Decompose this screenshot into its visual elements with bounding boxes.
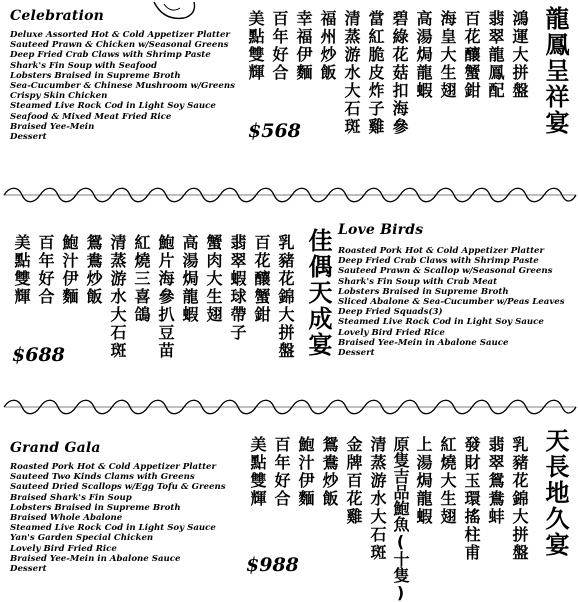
menu-items-lovebirds	[338, 246, 565, 358]
celebration-section	[0, 0, 578, 180]
list-item: Lobsters Braised in Supreme Broth	[10, 70, 181, 81]
chinese-item: 清蒸游水大石斑	[368, 436, 387, 562]
chinese-title-lovebirds: 佳偶天成宴	[304, 228, 332, 358]
ornamental-divider	[0, 394, 578, 420]
list-item: Deep Fried Squads(3)	[338, 307, 443, 318]
menu-title-lovebirds: Love Birds	[338, 222, 424, 238]
chinese-item: 乳豬花錦大拼盤	[276, 234, 295, 360]
chinese-item: 金牌百花雞	[344, 436, 363, 526]
chinese-item: 美點雙輝	[12, 234, 31, 306]
chinese-item: 百花釀蟹鉗	[252, 234, 271, 324]
list-item: Steamed Live Rock Cod in Light Soy Sauce	[10, 523, 216, 534]
list-item: Shark's Fin Soup with Seafood	[10, 60, 158, 71]
list-item: Steamed Live Rock Cod in Light Soy Sauce	[338, 317, 544, 328]
chinese-item: 百年好合	[270, 10, 289, 82]
chinese-item: 美點雙輝	[248, 436, 267, 508]
chinese-item: 清蒸游水大石斑	[108, 234, 127, 360]
chinese-item: 清蒸游水大石斑	[342, 10, 361, 136]
list-item: Dessert	[10, 132, 47, 143]
list-item: Yan's Garden Special Chicken	[10, 533, 154, 544]
list-item: Crispy Skin Chicken	[10, 91, 108, 102]
menu-title-grandgala: Grand Gala	[10, 440, 101, 456]
chinese-item: 鴻運大拼盤	[510, 10, 529, 100]
list-item: Shark's Fin Soup with Crab Meat	[338, 276, 498, 287]
list-item: Dessert	[338, 348, 375, 359]
chinese-item: 鴛鴦炒飯	[320, 436, 339, 508]
list-item: Sauteed Prawn & Chicken w/Seasonal Greens	[10, 40, 229, 51]
list-item: Seafood & Mixed Meat Fried Rice	[10, 111, 172, 122]
menu-items-grandgala	[10, 462, 226, 574]
chinese-item: 翡翠鴛鴦蚌	[486, 436, 505, 526]
chinese-item: 百年好合	[36, 234, 55, 306]
ornamental-divider	[0, 182, 578, 208]
lovebirds-section	[0, 210, 578, 390]
chinese-item: 發財玉環搖柱甫	[462, 436, 481, 562]
divider-ornament	[0, 394, 578, 420]
chinese-title-celebration: 龍鳳呈祥宴	[541, 6, 569, 136]
list-item: Roasted Pork Hot & Cold Appetizer Platter	[338, 246, 545, 256]
chinese-item: 高湯焗龍蝦	[180, 234, 199, 324]
list-item: Lobsters Braised in Supreme Broth	[338, 286, 509, 297]
list-item: Braised Shark's Fin Soup	[10, 492, 132, 503]
list-item: Sauteed Dried Scallops w/Egg Tofu & Greens	[10, 482, 226, 493]
menu-title-celebration: Celebration	[10, 8, 105, 24]
chinese-item: 高湯焗龍蝦	[414, 10, 433, 100]
chinese-item: 鴛鴦炒飯	[84, 234, 103, 306]
chinese-item: 鮑片海參扒豆苗	[156, 234, 175, 360]
chinese-item: 碧綠花菇扣海參	[390, 10, 409, 136]
chinese-item: 紅燒三喜鴿	[132, 234, 151, 324]
list-item: Braised Yee-Mein	[10, 121, 95, 132]
divider-ornament	[0, 182, 578, 208]
menu-items-celebration	[10, 30, 235, 142]
list-item: Sauteed Prawn & Scallop w/Seasonal Greens	[338, 266, 553, 277]
chinese-item: 原隻吉品鮑魚(十隻)	[391, 436, 410, 602]
chinese-items-lovebirds	[10, 234, 296, 360]
chinese-item: 翡翠蝦球帶子	[228, 234, 247, 342]
chinese-item: 幸福伊麵	[294, 10, 313, 82]
chinese-item: 百年好合	[272, 436, 291, 508]
chinese-items-grandgala	[246, 436, 530, 602]
chinese-item: 紅燒大生翅	[438, 436, 457, 526]
chinese-item: 翡翠龍鳳配	[486, 10, 505, 100]
list-item: Lobsters Braised in Supreme Broth	[10, 502, 181, 513]
swan-illustration	[150, 0, 198, 22]
chinese-item: 當紅脆皮炸子雞	[366, 10, 385, 136]
chinese-item: 蟹肉大生翅	[204, 234, 223, 324]
price-lovebirds: $688	[12, 344, 65, 366]
chinese-title-grandgala: 天長地久宴	[541, 428, 569, 558]
list-item: Deep Fried Crab Claws with Shrimp Paste	[338, 256, 539, 267]
list-item: Roasted Pork Hot & Cold Appetizer Platter	[10, 462, 217, 472]
chinese-item: 百花釀蟹鉗	[462, 10, 481, 100]
list-item: Dessert	[10, 564, 47, 575]
list-item: Lovely Bird Fried Rice	[338, 327, 445, 338]
chinese-item: 福州炒飯	[318, 10, 337, 82]
list-item: Braised Whole Abalone	[10, 513, 123, 524]
chinese-item: 海皇大生翅	[438, 10, 457, 100]
list-item: Sauteed Two Kinds Clams with Greens	[10, 472, 195, 483]
list-item: Steamed Live Rock Cod in Light Soy Sauce	[10, 101, 216, 112]
list-item: Lovely Bird Fried Rice	[10, 543, 117, 554]
chinese-item: 上湯焗龍蝦	[414, 436, 433, 526]
grandgala-section	[0, 422, 578, 600]
list-item: Sea-Cucumber & Chinese Mushroom w/Greens	[10, 81, 235, 92]
list-item: Braised Yee-Mein in Abalone Sauce	[10, 553, 181, 564]
list-item: Deluxe Assorted Hot & Cold Appetizer Platter	[10, 30, 230, 40]
price-grandgala: $988	[246, 554, 299, 576]
list-item: Deep Fried Crab Claws with Shrimp Paste	[10, 50, 211, 61]
chinese-item: 鮑汁伊麵	[60, 234, 79, 306]
list-item: Braised Yee-Mein in Abalone Sauce	[338, 337, 509, 348]
list-item: Sliced Abalone & Sea-Cucumber w/Peas Leaves	[338, 297, 565, 308]
chinese-item: 美點雙輝	[246, 10, 265, 82]
chinese-items-celebration	[244, 10, 530, 136]
price-celebration: $568	[248, 120, 301, 142]
chinese-item: 乳豬花錦大拼盤	[510, 436, 529, 562]
chinese-item: 鮑汁伊麵	[296, 436, 315, 508]
